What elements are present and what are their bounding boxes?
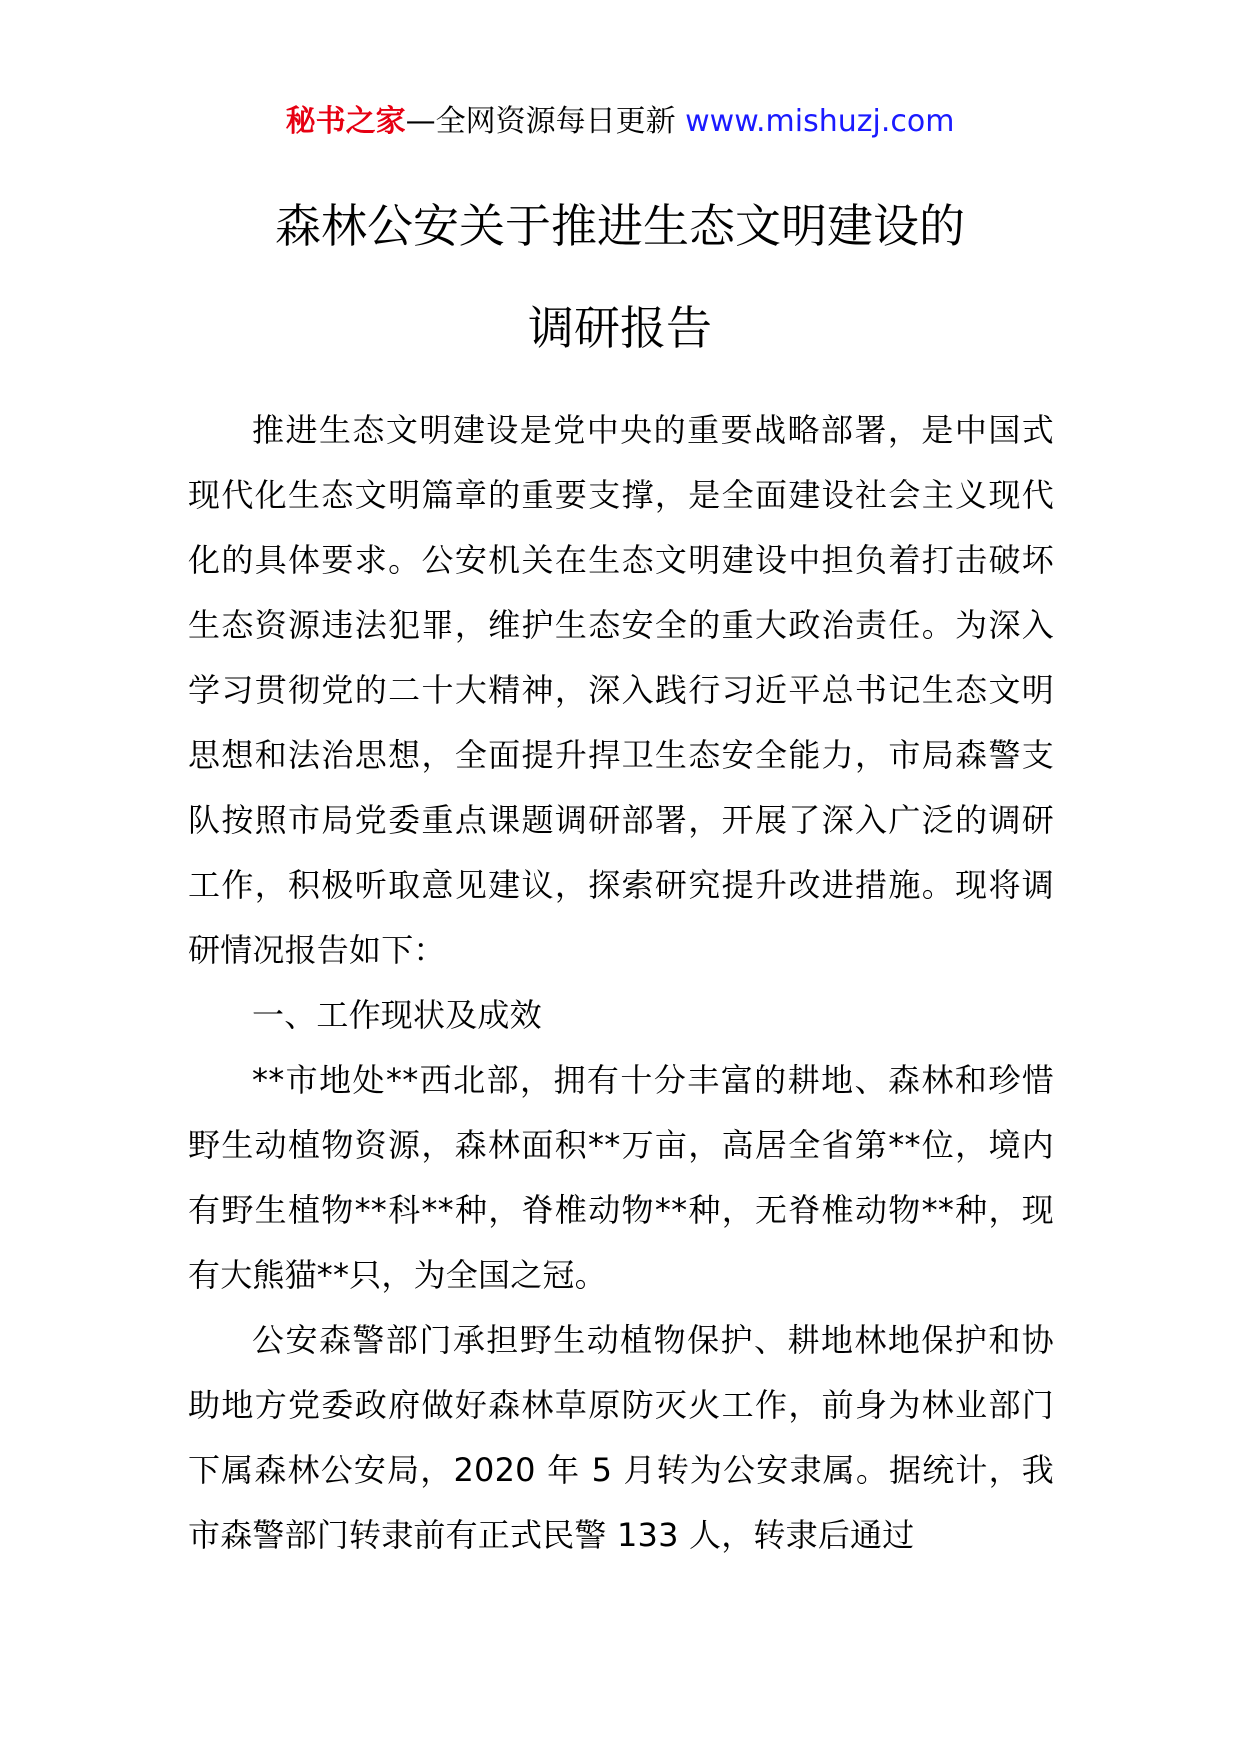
site-banner xyxy=(0,102,1240,142)
site-url-link[interactable]: www.mishuzj.com xyxy=(685,104,955,139)
document-title-line-1: 森林公安关于推进生态文明建设的 xyxy=(275,199,965,253)
paragraph-region-overview: **市地处**西北部，拥有十分丰富的耕地、森林和珍惜野生动植物资源，森林面积**万亩，高居全省第**位，境内有野生植物**科**种，脊椎动物**种，无脊椎动物**种，现有大熊猫**只，为全国之冠。 xyxy=(188,1061,1054,1294)
section-heading-1: 一、工作现状及成效 xyxy=(252,996,542,1034)
document-body xyxy=(188,398,1054,1568)
brand-name: 秘书之家 xyxy=(285,104,406,139)
paragraph-intro: 推进生态文明建设是党中央的重要战略部署，是中国式现代化生态文明篇章的重要支撑，是全面建设社会主义现代化的具体要求。公安机关在生态文明建设中担负着打击破坏生态资源违法犯罪，维护生态安全的重大政治责任。为深入学习贯彻党的二十大精神，深入践行习近平总书记生态文明思想和法治思想，全面提升捍卫生态安全能力，市局森警支队按照市局党委重点课题调研部署，开展了深入广泛的调研工作，积极听取意见建议，探索研究提升改进措施。现将调研情况报告如下： xyxy=(188,411,1054,969)
document-title-line-2: 调研报告 xyxy=(528,301,712,355)
paragraph-forest-police: 公安森警部门承担野生动植物保护、耕地林地保护和协助地方党委政府做好森林草原防灭火工作，前身为林业部门下属森林公安局，2020 年 5 月转为公安隶属。据统计，我市森警部门转隶前有正式民警 133 人，转隶后通过 xyxy=(188,1321,1054,1554)
banner-tagline: —全网资源每日更新 xyxy=(405,104,686,139)
